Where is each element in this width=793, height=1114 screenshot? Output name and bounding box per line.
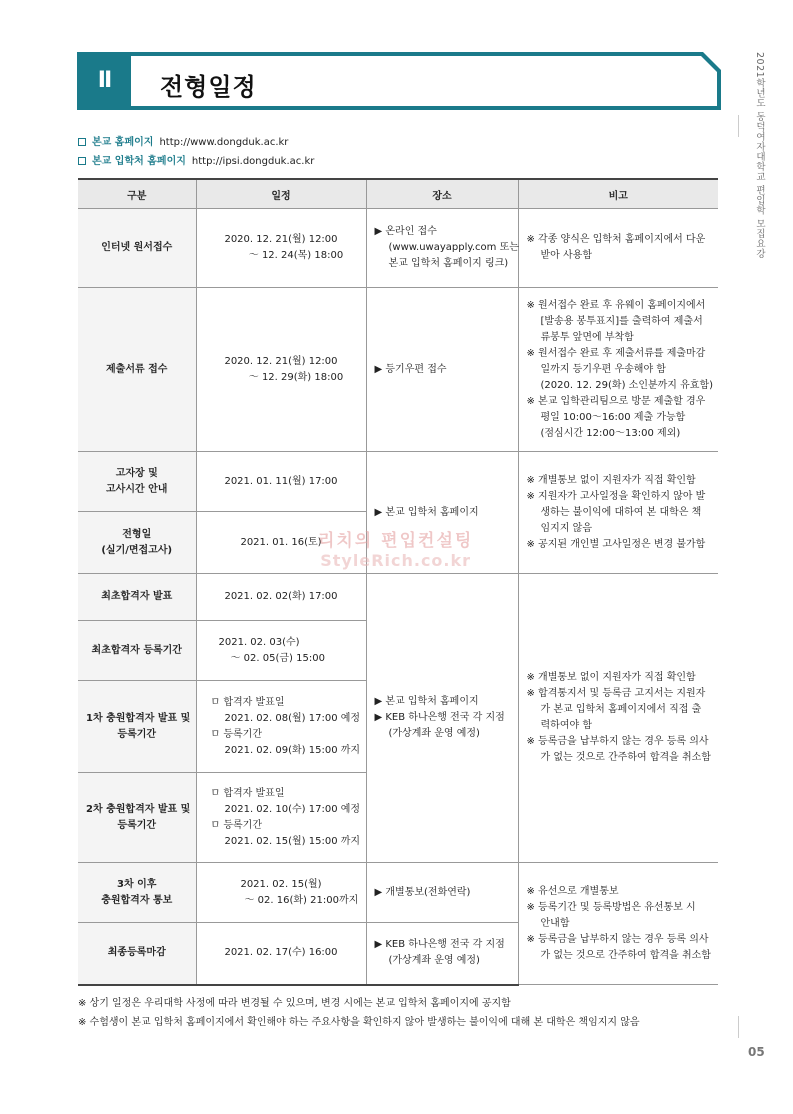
category-cell: 최초합격자 등록기간 (78, 621, 196, 681)
section-title: 전형일정 (160, 73, 257, 101)
table-row (78, 863, 718, 923)
date-cell: 2021. 02. 03(수) ～ 02. 05(금) 15:00 (196, 621, 366, 681)
category-cell: 전형일 (실기/면접고사) (78, 512, 196, 574)
place-cell: ▶ 개별통보(전화연락) (366, 863, 518, 923)
column-header: 일정 (196, 179, 366, 209)
date-cell: 2021. 01. 11(월) 17:00 (196, 452, 366, 512)
category-cell: 고자장 및 고사시간 안내 (78, 452, 196, 512)
category-cell: 최종등록마감 (78, 923, 196, 985)
footnotes (78, 994, 640, 1032)
table-row (78, 209, 718, 288)
link-label: 본교 입학처 홈페이지 (92, 156, 186, 167)
link-url[interactable]: http://ipsi.dongduk.ac.kr (191, 156, 315, 167)
date-cell: 2021. 02. 15(월) ～ 02. 16(화) 21:00까지 (196, 863, 366, 923)
date-cell: ㅁ 합격자 발표일 2021. 02. 08(월) 17:00 예정 ㅁ 등록기간 2021. 02. 09(화) 15:00 까지 (196, 681, 366, 773)
margin-rule (738, 1016, 739, 1038)
table-header-row (78, 179, 718, 209)
remark-cell: ※ 개별통보 없이 지원자가 직접 확인함 ※ 합격통지서 및 등록금 고지서는 지원자 가 본교 입학처 홈페이지에서 직접 출 력하여야 함 ※ 등록금을 납부하지 않는 경우 등록 의사 가 없는 것으로 간주하여 합격을 취소함 (518, 574, 718, 863)
page-number: 05 (748, 1045, 765, 1059)
place-cell: ▶ 본교 입학처 홈페이지 ▶ KEB 하나은행 전국 각 지점 (가상계좌 운영 예정) (366, 574, 518, 863)
watermark-line: StyleRich.co.kr (320, 551, 472, 570)
footnote: ※ 수험생이 본교 입학처 홈페이지에서 확인해야 하는 주요사항을 확인하지 않아 발생하는 불이익에 대해 본 대학은 책임지지 않음 (78, 1017, 640, 1028)
link-row (78, 152, 314, 171)
link-url[interactable]: http://www.dongduk.ac.kr (159, 137, 289, 148)
date-cell: 2020. 12. 21(월) 12:00 ～ 12. 24(목) 18:00 (196, 209, 366, 288)
date-cell: 2021. 01. 16(토) (196, 512, 366, 574)
place-cell: ▶ 본교 입학처 홈페이지 (366, 452, 518, 574)
date-cell: 2020. 12. 21(월) 12:00 ～ 12. 29(화) 18:00 (196, 288, 366, 452)
margin-rule (738, 115, 739, 137)
link-label: 본교 홈페이지 (92, 137, 154, 148)
place-cell: ▶ KEB 하나은행 전국 각 지점 (가상계좌 운영 예정) (366, 923, 518, 985)
date-cell: 2021. 02. 17(수) 16:00 (196, 923, 366, 985)
category-cell: 최초합격자 발표 (78, 574, 196, 621)
square-bullet-icon (78, 138, 86, 146)
category-cell: 1차 충원합격자 발표 및 등록기간 (78, 681, 196, 773)
column-header: 장소 (366, 179, 518, 209)
category-cell: 인터넷 원서접수 (78, 209, 196, 288)
remark-cell: ※ 유선으로 개별통보 ※ 등록기간 및 등록방법은 유선통보 시 안내함 ※ 등록금을 납부하지 않는 경우 등록 의사 가 없는 것으로 간주하여 합격을 취소함 (518, 863, 718, 985)
square-bullet-icon (78, 157, 86, 165)
place-cell: ▶ 온라인 접수 (www.uwayapply.com 또는 본교 입학처 홈페이지 링크) (366, 209, 518, 288)
link-row (78, 133, 314, 152)
remark-cell: ※ 원서접수 완료 후 유웨이 홈페이지에서 [발송용 봉투표지]를 출력하여 제출서 류봉투 앞면에 부착함 ※ 원서접수 완료 후 제출서류를 제출마감 일까지 등기우편 우송해야 함 (2020. 12. 29(화) 소인분까지 유효함) ※ 본교 입학관리팀으로 방문 제출할 경우 평일 10:00～16:00 제출 가능함 (점심시간 12:00～13:00 제외) (518, 288, 718, 452)
column-header: 구분 (78, 179, 196, 209)
category-cell: 3차 이후 충원합격자 통보 (78, 863, 196, 923)
date-cell: 2021. 02. 02(화) 17:00 (196, 574, 366, 621)
remark-cell: ※ 개별통보 없이 지원자가 직접 확인함 ※ 지원자가 고사일정을 확인하지 않아 발 생하는 불이익에 대하여 본 대학은 책 임지지 않음 ※ 공지된 개인별 고사일정은 변경 불가함 (518, 452, 718, 574)
table-row (78, 288, 718, 452)
category-cell: 2차 충원합격자 발표 및 등록기간 (78, 773, 196, 863)
footnote: ※ 상기 일정은 우리대학 사정에 따라 변경될 수 있으며, 변경 시에는 본교 입학처 홈페이지에 공지함 (78, 998, 511, 1009)
date-cell: ㅁ 합격자 발표일 2021. 02. 10(수) 17:00 예정 ㅁ 등록기간 2021. 02. 15(월) 15:00 까지 (196, 773, 366, 863)
homepage-links (78, 133, 314, 171)
category-cell: 제출서류 접수 (78, 288, 196, 452)
place-cell: ▶ 등기우편 접수 (366, 288, 518, 452)
side-title: 2021학년도 동덕여자대학교 편입학 모집요강 (754, 52, 765, 259)
remark-cell: ※ 각종 양식은 입학처 홈페이지에서 다운 받아 사용함 (518, 209, 718, 288)
table-row (78, 574, 718, 621)
watermark-line: 리치의 편입컨설팅 (318, 531, 474, 551)
column-header: 비고 (518, 179, 718, 209)
section-number: Ⅱ (97, 68, 113, 93)
schedule-table (78, 178, 718, 986)
table-row (78, 452, 718, 512)
